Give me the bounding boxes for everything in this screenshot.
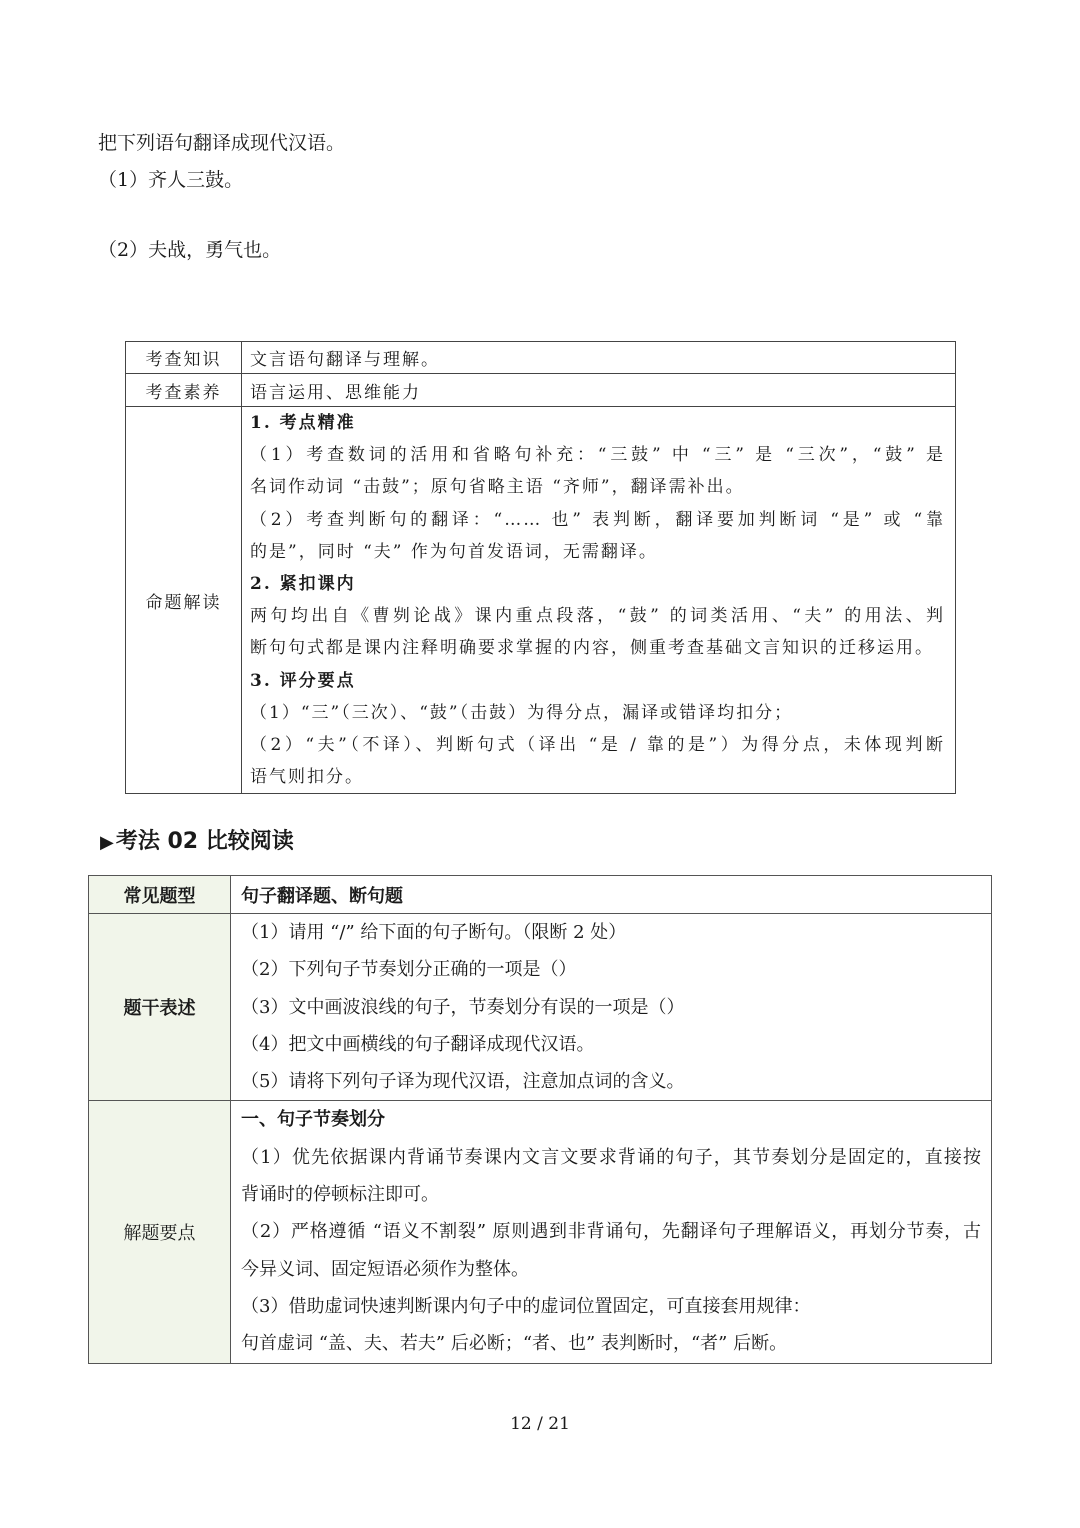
row-label: 命题解读 (126, 407, 242, 794)
stem-line: （5）请将下列句子译为现代汉语，注意加点词的含义。 (241, 1071, 685, 1093)
analysis-line: 的是”，同时 “夫” 作为句首发语词，无需翻译。 (250, 541, 658, 562)
section-heading (100, 824, 294, 855)
row-label: 题干表述 (89, 914, 231, 1101)
analysis-table (125, 341, 956, 794)
analysis-line: （1）“三”（三次）、“鼓”（击鼓）为得分点，漏译或错译均扣分； (250, 702, 794, 723)
analysis-heading: 1. 考点精准 (250, 413, 356, 433)
points-line: 今异义词、固定短语必须作为整体。 (241, 1258, 529, 1280)
points-line: （2）严格遵循 “语义不割裂” 原则遇到非背诵句，先翻译句子理解语义，再划分节奏，古 (241, 1221, 981, 1243)
row-value: 文言语句翻译与理解。 (242, 342, 956, 374)
points-line: 背诵时的停顿标注即可。 (241, 1184, 439, 1206)
triangle-bullet-icon: ▶ (100, 832, 114, 853)
stem-content (231, 914, 992, 1101)
analysis-line: （2）“夫”（不译）、判断句式（译出 “是 / 靠的是”）为得分点，未体现判断 (250, 734, 945, 755)
page-number: 12 / 21 (510, 1414, 570, 1434)
row-label: 考查知识 (126, 342, 242, 374)
row-label: 考查素养 (126, 374, 242, 407)
table-row (89, 914, 992, 1101)
stem-line: （1）请用 “/” 给下面的句子断句。（限断 2 处） (241, 922, 627, 943)
analysis-line: 两句均出自《曹刿论战》课内重点段落，“鼓” 的词类活用、“夫” 的用法、判 (250, 606, 945, 627)
question-1: （1）齐人三鼓。 (98, 169, 244, 191)
points-heading: 一、句子节奏划分 (241, 1109, 385, 1131)
row-value: 句子翻译题、断句题 (231, 876, 992, 914)
row-value: 语言运用、思维能力 (242, 374, 956, 407)
stem-line: （3）文中画波浪线的句子，节奏划分有误的一项是（） (241, 996, 685, 1018)
stem-line: （4）把文中画横线的句子翻译成现代汉语。 (241, 1033, 595, 1055)
points-line: 句首虚词 “盖、夫、若夫” 后必断；“者、也” 表判断时，“者” 后断。 (241, 1333, 788, 1355)
instruction-text: 把下列语句翻译成现代汉语。 (98, 132, 346, 154)
table-row (126, 342, 956, 374)
table-row (126, 374, 956, 407)
analysis-line: 断句句式都是课内注释明确要求掌握的内容，侧重考查基础文言知识的迁移运用。 (250, 638, 934, 659)
points-content (231, 1101, 992, 1363)
analysis-line: 名词作动词 “击鼓”；原句省略主语 “齐师”，翻译需补出。 (250, 477, 745, 498)
row-label: 常见题型 (89, 876, 231, 914)
analysis-content (242, 407, 956, 794)
row-label: 解题要点 (89, 1101, 231, 1363)
analysis-heading: 3. 评分要点 (250, 670, 356, 691)
analysis-line: （1）考查数词的活用和省略句补充：“三鼓” 中 “三” 是 “三次”，“鼓” 是 (250, 445, 945, 466)
stem-line: （2）下列句子节奏划分正确的一项是（） (241, 959, 577, 981)
analysis-line: 语气则扣分。 (250, 767, 364, 788)
question-2: （2）夫战，勇气也。 (98, 239, 282, 261)
section-heading-text: 考法 02 比较阅读 (115, 829, 294, 854)
table-row (89, 876, 992, 914)
points-line: （1）优先依据课内背诵节奏课内文言文要求背诵的句子，其节奏划分是固定的，直接按 (241, 1146, 981, 1168)
method-table (88, 875, 992, 1364)
table-row (89, 1101, 992, 1363)
analysis-line: （2）考查判断句的翻译：“…… 也” 表判断，翻译要加判断词 “是” 或 “靠 (250, 509, 945, 530)
analysis-heading: 2. 紧扣课内 (250, 573, 356, 594)
points-line: （3）借助虚词快速判断课内句子中的虚词位置固定，可直接套用规律： (241, 1295, 811, 1317)
table-row (126, 407, 956, 794)
